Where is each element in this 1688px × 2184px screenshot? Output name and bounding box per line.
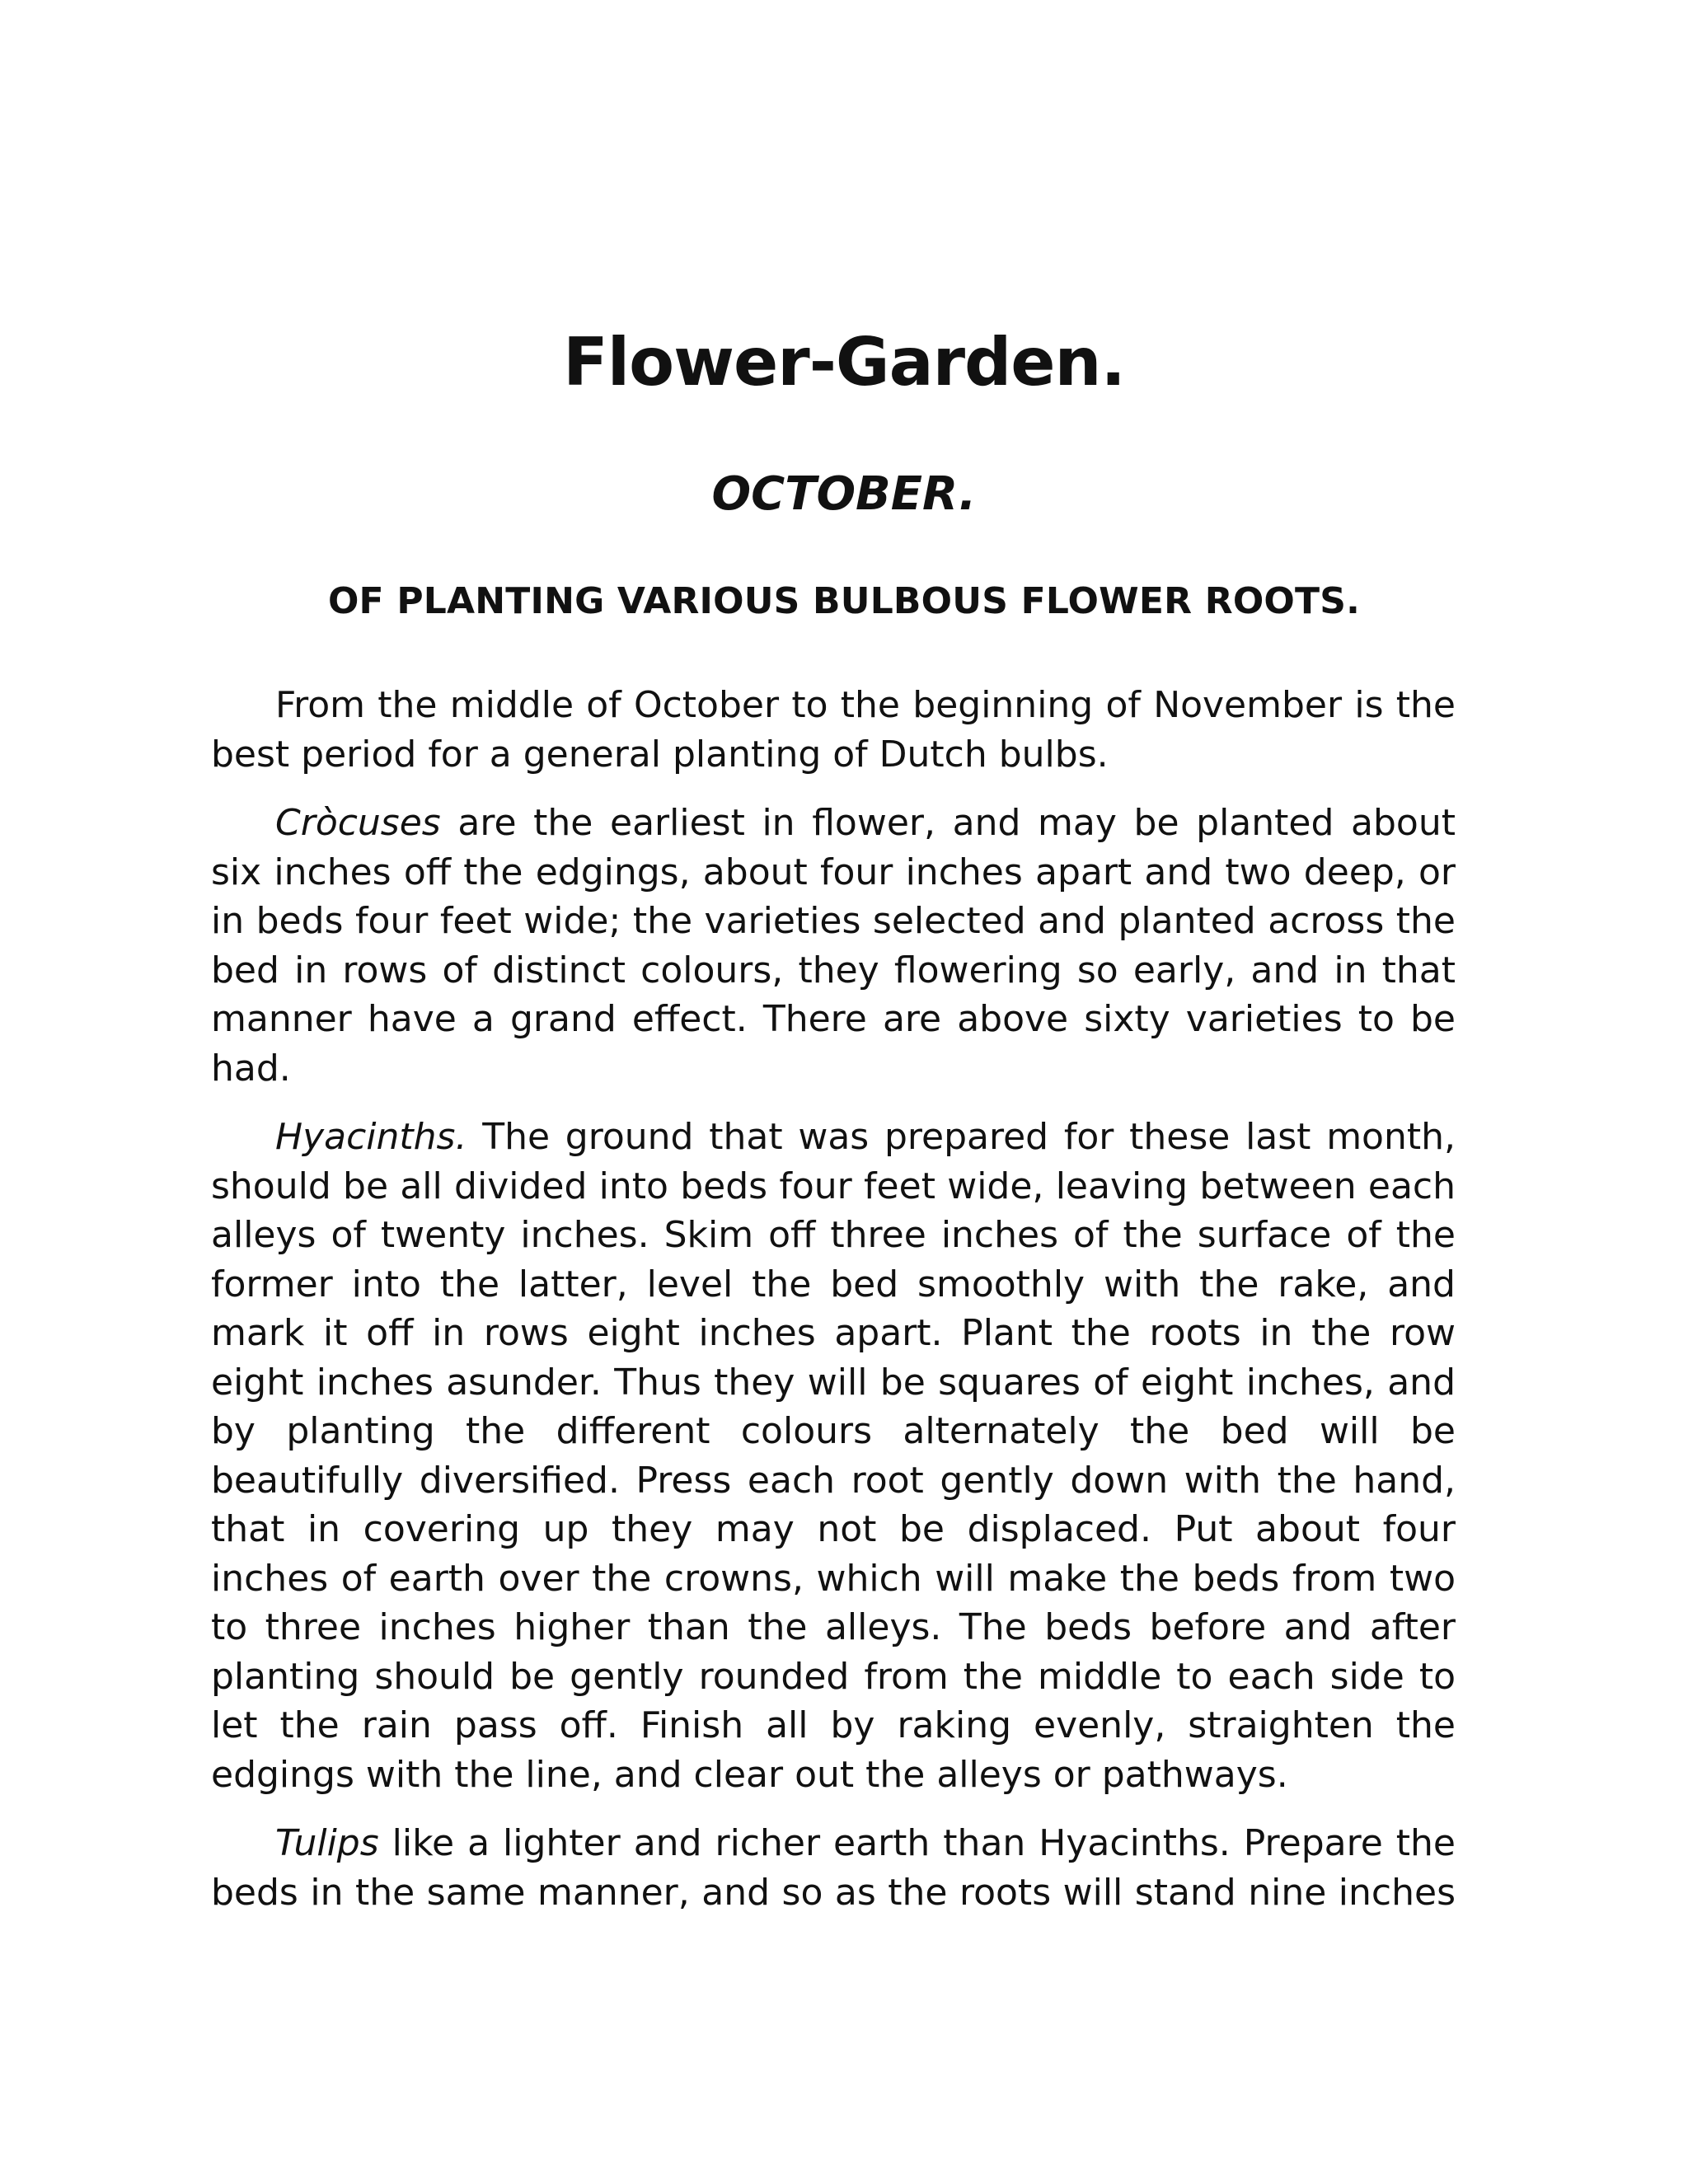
paragraph-lead-term: Cròcuses bbox=[275, 802, 441, 844]
paragraph-text: The ground that was prepared for these last month, should be all divided into beds four feet wide, leaving between each alleys of twenty inches. Skim off three inches of the surface of the former into the latter, level the bed smoothly with the rake, and mark it off in rows eight inches apart. Plant the roots in the row eight inches asunder. Thus they will be squares of eight inches, and by planting the different colours alternately the bed will be beautifully diversified. Press each root gently down with the hand, that in covering up they may not be displaced. Put about four inches of earth over the crowns, which will make the beds from two to three inches higher than the alleys. The beds before and after planting should be gently rounded from the middle to each side to let the rain pass off. Finish all by raking evenly, straighten the edgings with the line, and clear out the alleys or pathways. bbox=[211, 1116, 1456, 1796]
paragraph-tulips bbox=[211, 1819, 1456, 1917]
paragraph-text: are the earliest in flower, and may be planted about six inches off the edgings, about four inches apart and two deep, or in beds four feet wide; the varieties selected and planted across the bed in rows of distinct colours, they flowering so early, and in that manner have a grand effect. There are above sixty varieties to be had. bbox=[211, 802, 1456, 1090]
page-title: Flower-Garden. bbox=[563, 324, 1125, 401]
paragraph-intro bbox=[211, 681, 1456, 779]
paragraph-text: From the middle of October to the beginning of November is the best period for a general planting of Dutch bulbs. bbox=[211, 684, 1456, 776]
paragraph-crocuses bbox=[211, 799, 1456, 1093]
paragraph-text: like a lighter and richer earth than Hyacinths. Prepare the beds in the same manner, and so as the roots will stand nine inches bbox=[211, 1822, 1456, 1914]
paragraph-lead-term: Hyacinths. bbox=[275, 1116, 467, 1158]
paragraph-hyacinths bbox=[211, 1113, 1456, 1799]
body-text bbox=[211, 681, 1456, 1937]
paragraph-lead-term: Tulips bbox=[275, 1822, 379, 1864]
section-heading: OF PLANTING VARIOUS BULBOUS FLOWER ROOTS. bbox=[327, 580, 1361, 622]
month-heading: OCTOBER. bbox=[711, 467, 977, 521]
